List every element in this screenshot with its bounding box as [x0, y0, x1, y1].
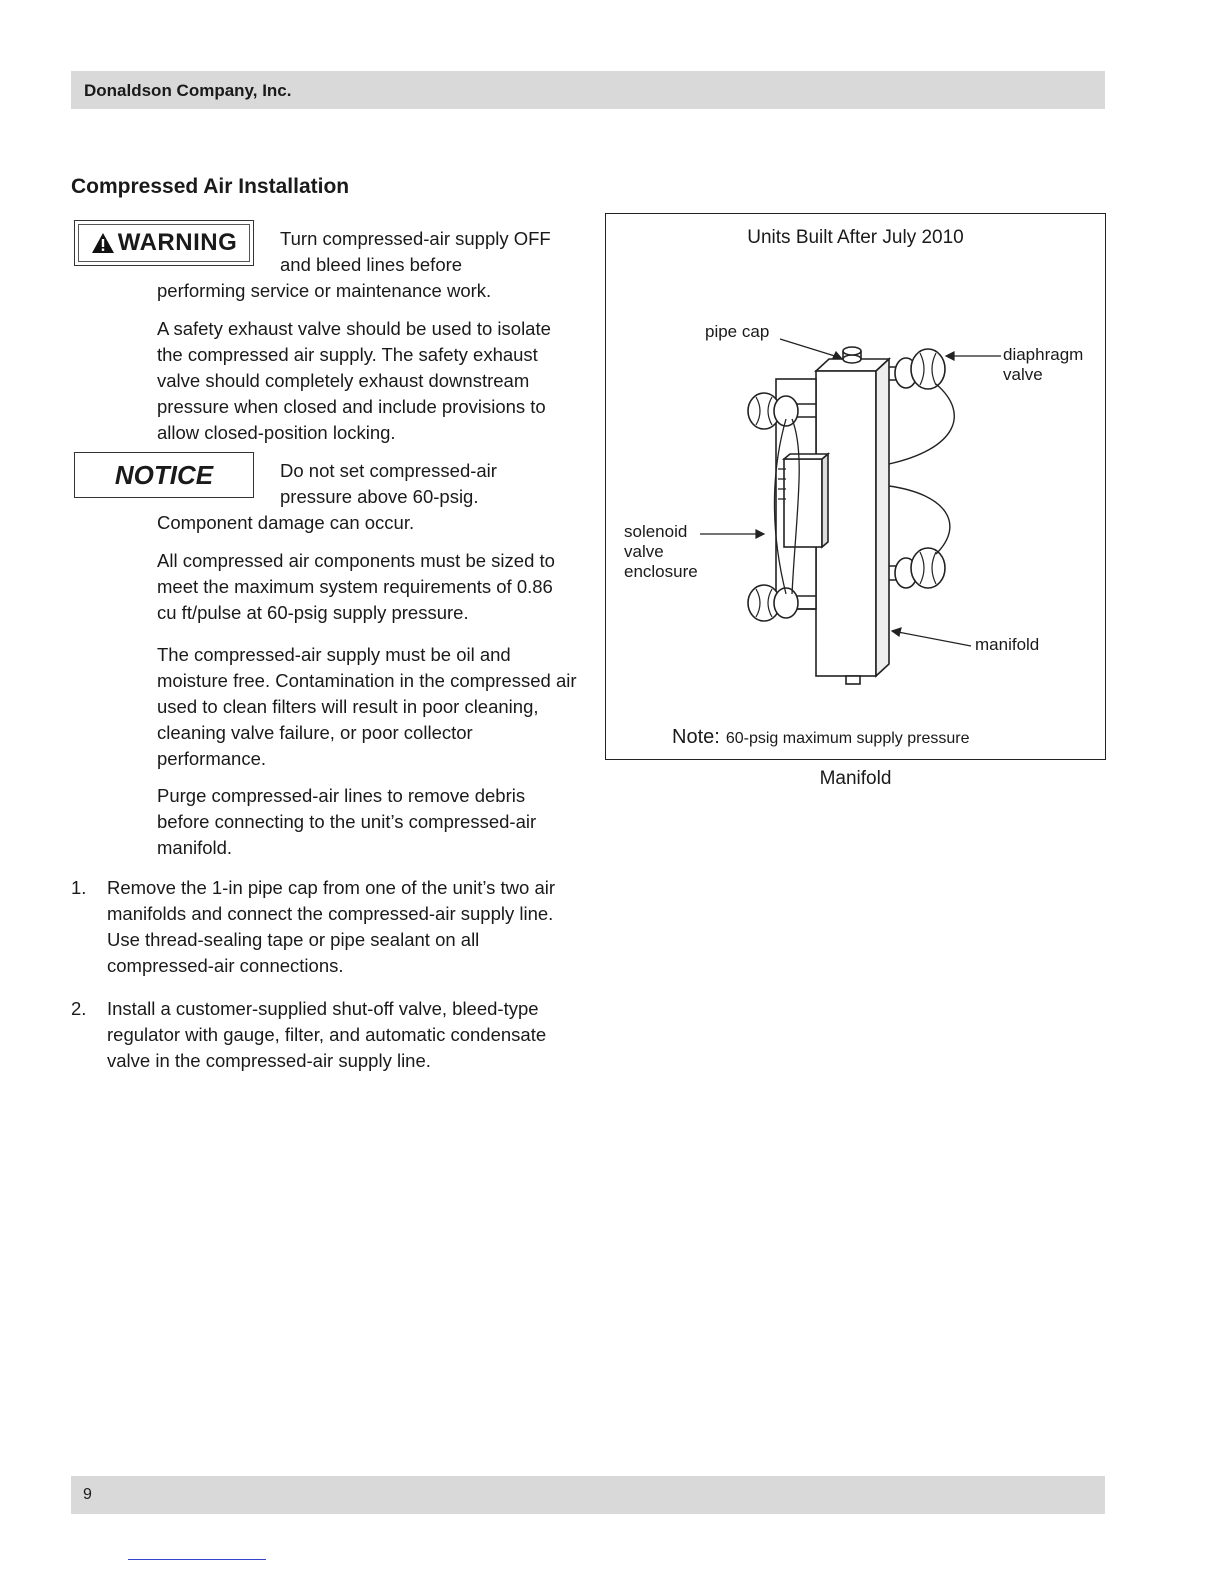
list-item	[71, 996, 581, 1074]
figure-note	[672, 726, 969, 749]
link-underline	[128, 1559, 266, 1560]
step-text: Remove the 1-in pipe cap from one of the unit’s two air manifolds and connect the compressed-air supply line. Use thread-sealing tape or pipe sealant on all compressed-air connections.	[107, 877, 556, 976]
notice-text-continued: Component damage can occur.	[157, 512, 415, 533]
manifold-label: manifold	[975, 635, 1040, 654]
contamination-paragraph: The compressed-air supply must be oil and moisture free. Contamination in the compressed air used to clean filters will result in poor cleaning, cleaning valve failure, or poor collector performance.	[157, 644, 577, 769]
safety-exhaust-paragraph: A safety exhaust valve should be used to isolate the compressed air supply. The safety exhaust valve should completely exhaust downstream pressure when closed and include provisions to allow closed-position locking.	[157, 318, 551, 443]
diaphragm-valve-label: diaphragm valve	[1003, 345, 1084, 384]
notice-badge	[74, 452, 254, 498]
warning-badge-label: WARNING	[117, 229, 238, 256]
solenoid-enclosure-label: solenoid valve enclosure	[624, 522, 698, 581]
step-text: Install a customer-supplied shut-off valve, bleed-type regulator with gauge, filter, and automatic condensate valve in the compressed-air supply line.	[107, 998, 547, 1071]
list-item	[71, 875, 581, 979]
page-number: 9	[83, 1486, 92, 1503]
section-title: Compressed Air Installation	[71, 175, 350, 198]
manifold-figure	[605, 213, 1106, 760]
warning-badge	[74, 220, 254, 266]
purge-paragraph: Purge compressed-air lines to remove debris before connecting to the unit’s compressed-air manifold.	[157, 785, 537, 858]
step-number: 2.	[71, 998, 87, 1019]
warning-text-continued: performing service or maintenance work.	[157, 280, 492, 301]
note-text: 60-psig maximum supply pressure	[725, 730, 970, 747]
manifold-drawing	[606, 214, 1107, 761]
notice-text: Do not set compressed-air pressure above 60-psig.	[280, 460, 497, 507]
pipe-cap-label: pipe cap	[705, 322, 770, 341]
warning-text: Turn compressed-air supply OFF and bleed lines before	[280, 228, 551, 275]
header-bar	[71, 71, 1105, 109]
step-number: 1.	[71, 877, 87, 898]
notice-badge-label: NOTICE	[114, 459, 214, 490]
sizing-paragraph: All compressed air components must be sized to meet the maximum system requirements of 0.86 cu ft/pulse at 60-psig supply pressure.	[157, 550, 555, 623]
note-label: Note:	[672, 726, 720, 748]
company-name: Donaldson Company, Inc.	[84, 81, 292, 100]
figure-title: Units Built After July 2010	[747, 227, 964, 248]
warning-triangle-icon	[91, 232, 115, 254]
figure-caption: Manifold	[819, 768, 892, 789]
footer-bar	[71, 1476, 1105, 1514]
